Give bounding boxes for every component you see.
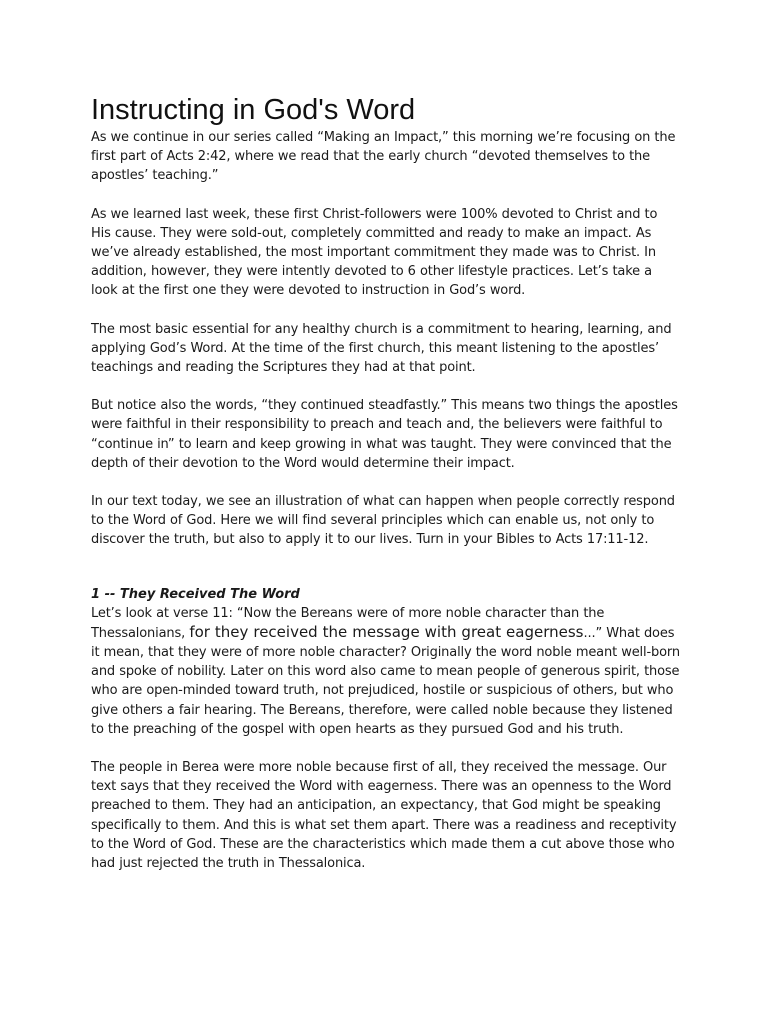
paragraph-spacer xyxy=(91,301,681,320)
paragraph-steadfast: But notice also the words, “they continued steadfastly.” This means two things the apostles were faithful in their responsibility to preach and teach and, the believers were faithful to “continue in” to learn and keep growing in what was taught. They were convinced that the depth of their devotion to the Word would determine their impact. xyxy=(91,398,678,471)
paragraph-devotion: As we learned last week, these first Christ-followers were 100% devoted to Christ and to His cause. They were sold-out, completely committed and ready to make an impact. As we’ve already established, the most important commitment they made was to Christ. In addition, however, they were intently devoted to 6 other lifestyle practices. Let’s take a look at the first one they were devoted to instruction in God’s word. xyxy=(91,206,658,299)
paragraph-spacer xyxy=(91,186,681,205)
verse-emphasis-text: for they received the message with great eagerness xyxy=(189,622,584,641)
verse-intro-text: Let’s look at verse 11: “Now the Bereans were of more noble character than the Thessalonians, xyxy=(91,605,605,641)
document-title: Instructing in God's Word xyxy=(91,94,416,126)
paragraph-berea: The people in Berea were more noble because first of all, they received the message. Our text says that they received the Word with eagerness. There was an openness to the Word preached to them. They had an anticipation, an expectancy, that God might be speaking specifically to them. And this is what set them apart. There was a readiness and receptivity to the Word of God. These are the characteristics which made them a cut above those who had just rejected the truth in Thessalonica. xyxy=(91,760,677,872)
paragraph-illustration: In our text today, we see an illustration of what can happen when people correctly respond to the Word of God. Here we will find several principles which can enable us, not only to discover the truth, but also to apply it to our lives. Turn in your Bibles to Acts 17:11-12. xyxy=(91,494,675,548)
paragraph-essential: The most basic essential for any healthy church is a commitment to hearing, learning, and applying God’s Word. At the time of the first church, this meant listening to the apostles’ teachings and reading the Scriptures they had at that point. xyxy=(91,321,672,376)
paragraph-intro: As we continue in our series called “Making an Impact,” this morning we’re focusing on the first part of Acts 2:42, where we read that the early church “devoted themselves to the apostles’ teaching.” xyxy=(91,130,676,184)
section-heading: 1 -- They Received The Word xyxy=(91,586,300,602)
paragraph-spacer xyxy=(91,377,681,396)
section-spacer xyxy=(91,550,681,585)
document-page xyxy=(91,93,681,873)
paragraph-spacer xyxy=(91,473,681,492)
paragraph-verse-11 xyxy=(91,604,681,739)
verse-explanation-text: ...” What does it mean, that they were of more noble character? Originally the word noble meant well-born and spoke of nobility. Later on this word also came to mean people of generous spirit, those who are open-minded toward truth, not prejudiced, hostile or suspicious of others, but who give others a fair hearing. The Bereans, therefore, were called noble because they listened to the preaching of the gospel with open hearts as they pursued God and his truth. xyxy=(91,625,680,737)
paragraph-spacer xyxy=(91,739,681,758)
